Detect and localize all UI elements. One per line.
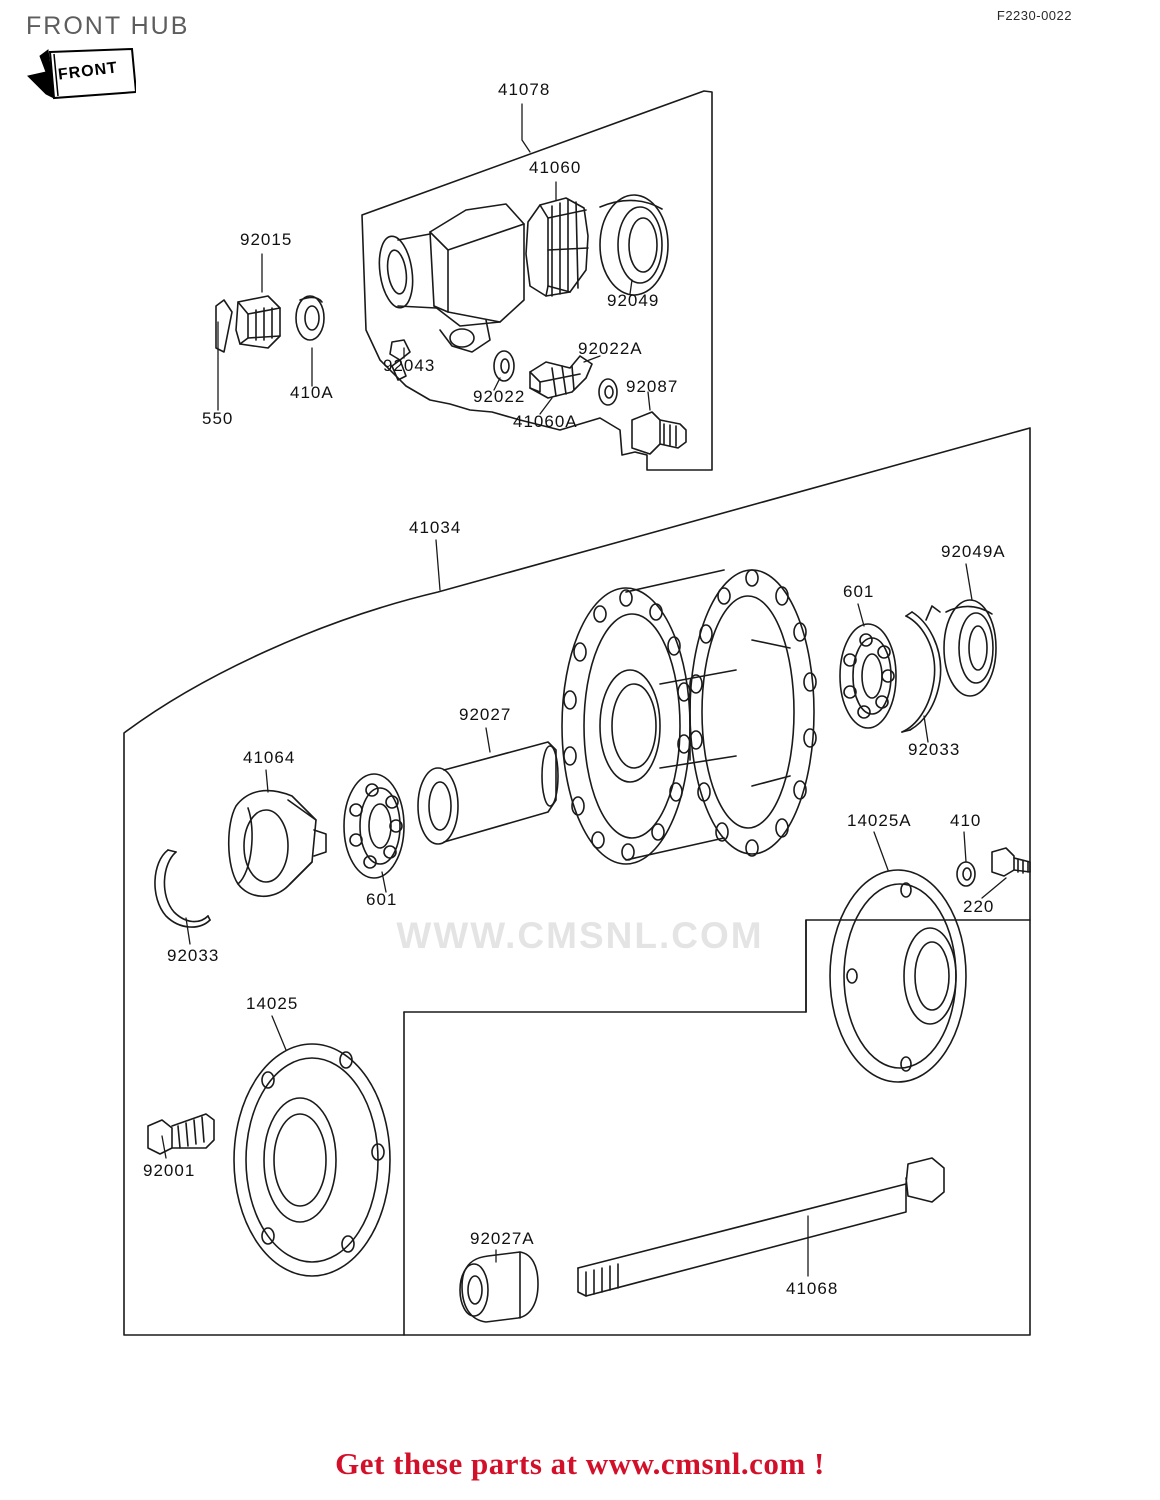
- callout-41064: 41064: [243, 748, 296, 767]
- callout-92033-left: 92033: [167, 946, 220, 965]
- callout-92049: 92049: [607, 291, 660, 310]
- callout-92022a: 92022A: [578, 339, 643, 358]
- callout-550: 550: [202, 409, 234, 428]
- page-title: FRONT HUB: [26, 12, 190, 40]
- callout-410: 410: [950, 811, 982, 830]
- callout-220: 220: [963, 897, 995, 916]
- callout-92027a: 92027A: [470, 1229, 535, 1248]
- callout-92033-right: 92033: [908, 740, 961, 759]
- callout-41034: 41034: [409, 518, 462, 537]
- callout-601-mid: 601: [366, 890, 398, 909]
- callout-601-top: 601: [843, 582, 875, 601]
- callout-14025a: 14025A: [847, 811, 912, 830]
- callout-92022: 92022: [473, 387, 526, 406]
- callout-92043: 92043: [383, 356, 436, 375]
- watermark-url: WWW.CMSNL.COM: [396, 915, 764, 956]
- footer-promo-text: Get these parts at www.cmsnl.com !: [335, 1446, 825, 1481]
- callout-410a: 410A: [290, 383, 334, 402]
- front-flag-label: FRONT: [57, 59, 119, 84]
- callout-92027: 92027: [459, 705, 512, 724]
- callout-92087: 92087: [626, 377, 679, 396]
- callout-14025: 14025: [246, 994, 299, 1013]
- callout-92015: 92015: [240, 230, 293, 249]
- callout-41078: 41078: [498, 80, 551, 99]
- callout-41060: 41060: [529, 158, 582, 177]
- diagram-code: F2230-0022: [996, 8, 1072, 23]
- callout-41060a: 41060A: [513, 412, 578, 431]
- callout-41068: 41068: [786, 1279, 839, 1298]
- callout-92049a: 92049A: [941, 542, 1006, 561]
- callout-92001: 92001: [143, 1161, 196, 1180]
